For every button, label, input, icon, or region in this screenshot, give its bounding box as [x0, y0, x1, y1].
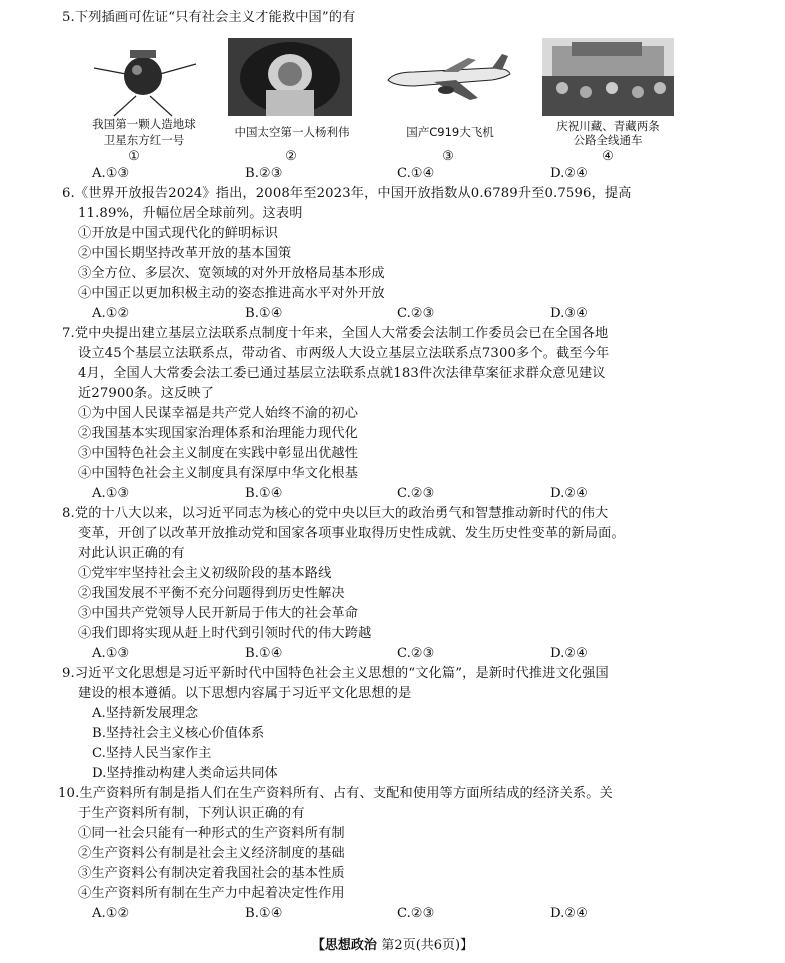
q5-option-c[interactable]: C.①④ [397, 166, 435, 181]
q10-stem-line1: 10.生产资料所有制是指人们在生产资料所有、占有、支配和使用等方面所结成的经济关系。关 [58, 786, 613, 801]
q7-item-4: ④中国特色社会主义制度具有深厚中华文化根基 [78, 466, 359, 481]
q8-item-1: ①党牢牢坚持社会主义初级阶段的基本路线 [78, 566, 332, 581]
q7-option-a[interactable]: A.①③ [92, 486, 130, 501]
q8-option-c[interactable]: C.②③ [397, 646, 435, 661]
q10-item-2: ②生产资料公有制是社会主义经济制度的基础 [78, 846, 345, 861]
q5-stem: 5.下列插画可佐证“只有社会主义才能救中国”的有 [62, 10, 356, 25]
q10-option-a[interactable]: A.①② [92, 906, 130, 921]
q6-item-3: ③全方位、多层次、宽领域的对外开放格局基本形成 [78, 266, 385, 281]
image3-caption: 国产C919大飞机 [406, 125, 494, 139]
astronaut-photo [228, 38, 352, 116]
image2-caption: 中国太空第一人杨利伟 [234, 125, 350, 139]
q10-item-4: ④生产资料所有制在生产力中起着决定性作用 [78, 886, 345, 901]
q8-item-4: ④我们即将实现从赶上时代到引领时代的伟大跨越 [78, 626, 372, 641]
image1-caption-line1: 我国第一颗人造地球 [92, 117, 196, 131]
q9-choice-a[interactable]: A.坚持新发展理念 [92, 706, 199, 721]
image3-number: ③ [442, 149, 454, 164]
q8-stem-line2: 变革，开创了以改革开放推动党和国家各项事业取得历史性成就、发生历史性变革的新局面。 [78, 526, 625, 541]
q6-item-1: ①开放是中国式现代化的鲜明标识 [78, 226, 279, 241]
q7-item-3: ③中国特色社会主义制度在实践中彰显出优越性 [78, 446, 359, 461]
footer-subject: 【思想政治 [311, 938, 377, 953]
q10-stem-line2: 于生产资料所有制，下列认识正确的有 [78, 806, 305, 821]
q10-item-3: ③生产资料公有制决定着我国社会的基本性质 [78, 866, 345, 881]
q7-stem-line4: 近27900条。这反映了 [78, 386, 215, 401]
q8-option-d[interactable]: D.②④ [550, 646, 588, 661]
q7-stem-line3: 4月，全国人大常委会法工委已通过基层立法联系点就183件次法律草案征求群众意见建议 [78, 366, 606, 381]
q6-item-4: ④中国正以更加积极主动的姿态推进高水平对外开放 [78, 286, 385, 301]
q9-choice-c[interactable]: C.坚持人民当家作主 [92, 746, 212, 761]
q10-item-1: ①同一社会只能有一种形式的生产资料所有制 [78, 826, 345, 841]
q7-item-1: ①为中国人民谋幸福是共产党人始终不渝的初心 [78, 406, 359, 421]
q5-option-a[interactable]: A.①③ [92, 166, 130, 181]
q5-option-d[interactable]: D.②④ [550, 166, 588, 181]
page-footer [0, 934, 785, 953]
q6-item-2: ②中国长期坚持改革开放的基本国策 [78, 246, 292, 261]
q8-item-2: ②我国发展不平衡不充分问题得到历史性解决 [78, 586, 345, 601]
q9-choice-b[interactable]: B.坚持社会主义核心价值体系 [92, 726, 265, 741]
q7-option-d[interactable]: D.②④ [550, 486, 588, 501]
q10-option-b[interactable]: B.①④ [245, 906, 283, 921]
q6-stem-line1: 6.《世界开放报告2024》指出，2008年至2023年，中国开放指数从0.6789升至0.7596，提高 [62, 186, 632, 201]
q8-option-a[interactable]: A.①③ [92, 646, 130, 661]
q6-option-c[interactable]: C.②③ [397, 306, 435, 321]
q7-option-c[interactable]: C.②③ [397, 486, 435, 501]
q7-stem-line1: 7.党中央提出建立基层立法联系点制度十年来，全国人大常委会法制工作委员会已在全国各地 [62, 326, 609, 341]
q9-stem-line1: 9.习近平文化思想是习近平新时代中国特色社会主义思想的“文化篇”，是新时代推进文化强国 [62, 666, 609, 681]
q9-stem-line2: 建设的根本遵循。以下思想内容属于习近平文化思想的是 [78, 686, 412, 701]
q5-option-b[interactable]: B.②③ [245, 166, 283, 181]
q6-option-b[interactable]: B.①④ [245, 306, 283, 321]
q8-option-b[interactable]: B.①④ [245, 646, 283, 661]
q7-item-2: ②我国基本实现国家治理体系和治理能力现代化 [78, 426, 359, 441]
image1-number: ① [128, 149, 140, 164]
image4-caption-line2: 公路全线通车 [573, 133, 643, 147]
image4-number: ④ [602, 149, 614, 164]
image2-number: ② [285, 149, 297, 164]
q10-option-c[interactable]: C.②③ [397, 906, 435, 921]
q9-choice-d[interactable]: D.坚持推动构建人类命运共同体 [92, 766, 278, 781]
celebration-photo [542, 38, 674, 116]
q10-option-d[interactable]: D.②④ [550, 906, 588, 921]
footer-page-number: 第2页(共6页)】 [381, 938, 474, 953]
q8-stem-line3: 对此认识正确的有 [78, 546, 185, 561]
q6-stem-line2: 11.89%，升幅位居全球前列。这表明 [78, 206, 303, 221]
q6-option-a[interactable]: A.①② [92, 306, 130, 321]
q7-option-b[interactable]: B.①④ [245, 486, 283, 501]
airplane-illustration [384, 50, 514, 110]
satellite-illustration [84, 38, 202, 118]
q8-stem-line1: 8.党的十八大以来，以习近平同志为核心的党中央以巨大的政治勇气和智慧推动新时代的伟大 [62, 506, 609, 521]
q6-option-d[interactable]: D.③④ [550, 306, 588, 321]
q8-item-3: ③中国共产党领导人民开新局于伟大的社会革命 [78, 606, 359, 621]
image4-caption-line1: 庆祝川藏、青藏两条 [556, 119, 660, 133]
image1-caption-line2: 卫星东方红一号 [103, 133, 185, 147]
q7-stem-line2: 设立45个基层立法联系点，带动省、市两级人大设立基层立法联系点7300多个。截至今年 [78, 346, 610, 361]
